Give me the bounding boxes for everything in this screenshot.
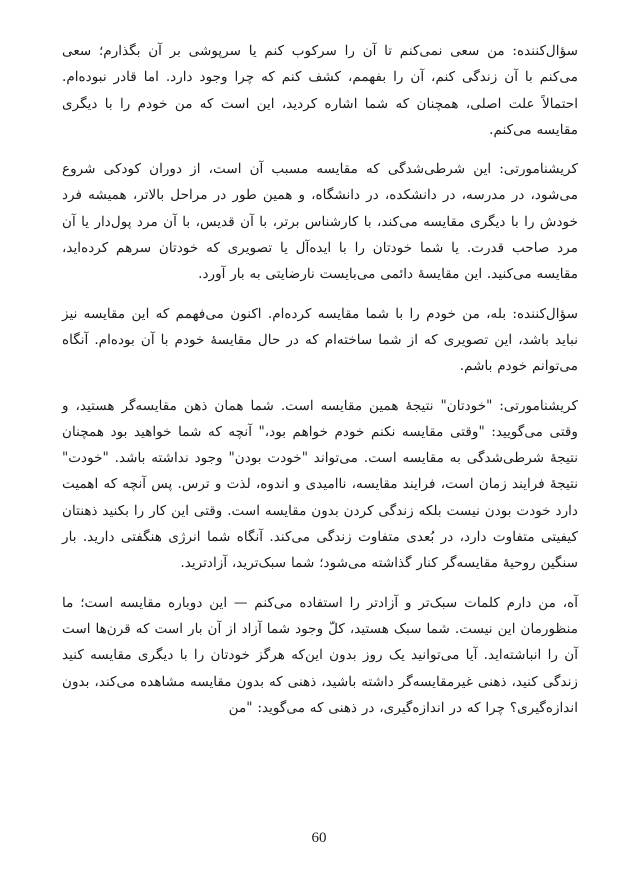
paragraph-krishnamurti-2: کریشنامورتی: "خودتان" نتیجهٔ همین مقایسه است. شما همان ذهن مقایسه‌گر هستید، و وقتی می‌گویید: "وقتی مقایسه نکنم خودم خواهم بود،" آنچه که شما خواهید بود همچنان نتیجهٔ شرطی‌شدگی به مقایسه است. می‌تواند "خودت بودن" وجود نداشته باشد. "خودت" نتیجهٔ فرایند زمان است، فرایند مقایسه، ناامیدی و اندوه، لذت و ترس. پس آنچه که اهمیت دارد خودت بودن نیست بلکه زندگی کردن بدون مقایسه است. وقتی این کار را بکنید ذهنتان کیفیتی متفاوت دارد، در بُعدی متفاوت زندگی می‌کند. آنگاه شما انرژی هنگفتی دارید. بار سنگین روحیهٔ مقایسه‌گر کنار گذاشته می‌شود؛ شما سبک‌ترید، آزادترید. bbox=[62, 397, 578, 572]
paragraph-questioner-2: سؤال‌کننده: بله، من خودم را با شما مقایسه کرده‌ام. اکنون می‌فهمم که این مقایسه نیز نباید باشد، این تصویری که از شما ساخته‌ام که در حال مقایسهٔ خودم با آن بوده‌ام. آنگاه می‌توانم خودم باشم. bbox=[62, 305, 578, 375]
page-body bbox=[62, 38, 578, 734]
paragraph-krishnamurti-1: کریشنامورتی: این شرطی‌شدگی که مقایسه مسبب آن است، از دوران کودکی شروع می‌شود، در مدرسه، در دانشکده، در دانشگاه، و همین طور در مراحل بالاتر، همیشه فرد خودش را با دیگری مقایسه می‌کند، با کارشناس برتر، با آن قدیس، با آن مرد پول‌دار یا آن مرد صاحب قدرت. یا شما خودتان را با ایده‌آل یا تصویری که خودتان سرهم کرده‌اید، مقایسه می‌کنید. این مقایسهٔ دائمی می‌بایست نارضایتی به بار آورد. bbox=[62, 161, 578, 283]
paragraph-questioner-1: سؤال‌کننده: من سعی نمی‌کنم تا آن را سرکوب کنم یا سرپوشی بر آن بگذارم؛ سعی می‌کنم با آن زندگی کنم، آن را بفهمم، کشف کنم که چرا وجود دارد. اما قادر نبوده‌ام. احتمالاً علت اصلی، همچنان که شما اشاره کردید، این است که من خودم را با دیگری مقایسه می‌کنم. bbox=[62, 43, 578, 138]
page-number: 60 bbox=[311, 830, 327, 846]
paragraph-krishnamurti-3: آه، من دارم کلمات سبک‌تر و آزادتر را استفاده می‌کنم — این دوباره مقایسه است؛ ما منظورمان این نیست. شما سبک هستید، کلّ وجود شما آزاد از آن بار است که قرن‌ها است آن را انباشته‌اید. آیا می‌توانید یک روز بدون این‌که هرگز خودتان را با دیگری مقایسه کنید زندگی کنید، ذهنی غیرمقایسه‌گر داشته باشید، ذهنی که بدون مقایسه مشاهده می‌کند، بدون اندازه‌گیری؟ چرا که در اندازه‌گیری، در ذهنی که می‌گوید: "من bbox=[62, 594, 578, 716]
